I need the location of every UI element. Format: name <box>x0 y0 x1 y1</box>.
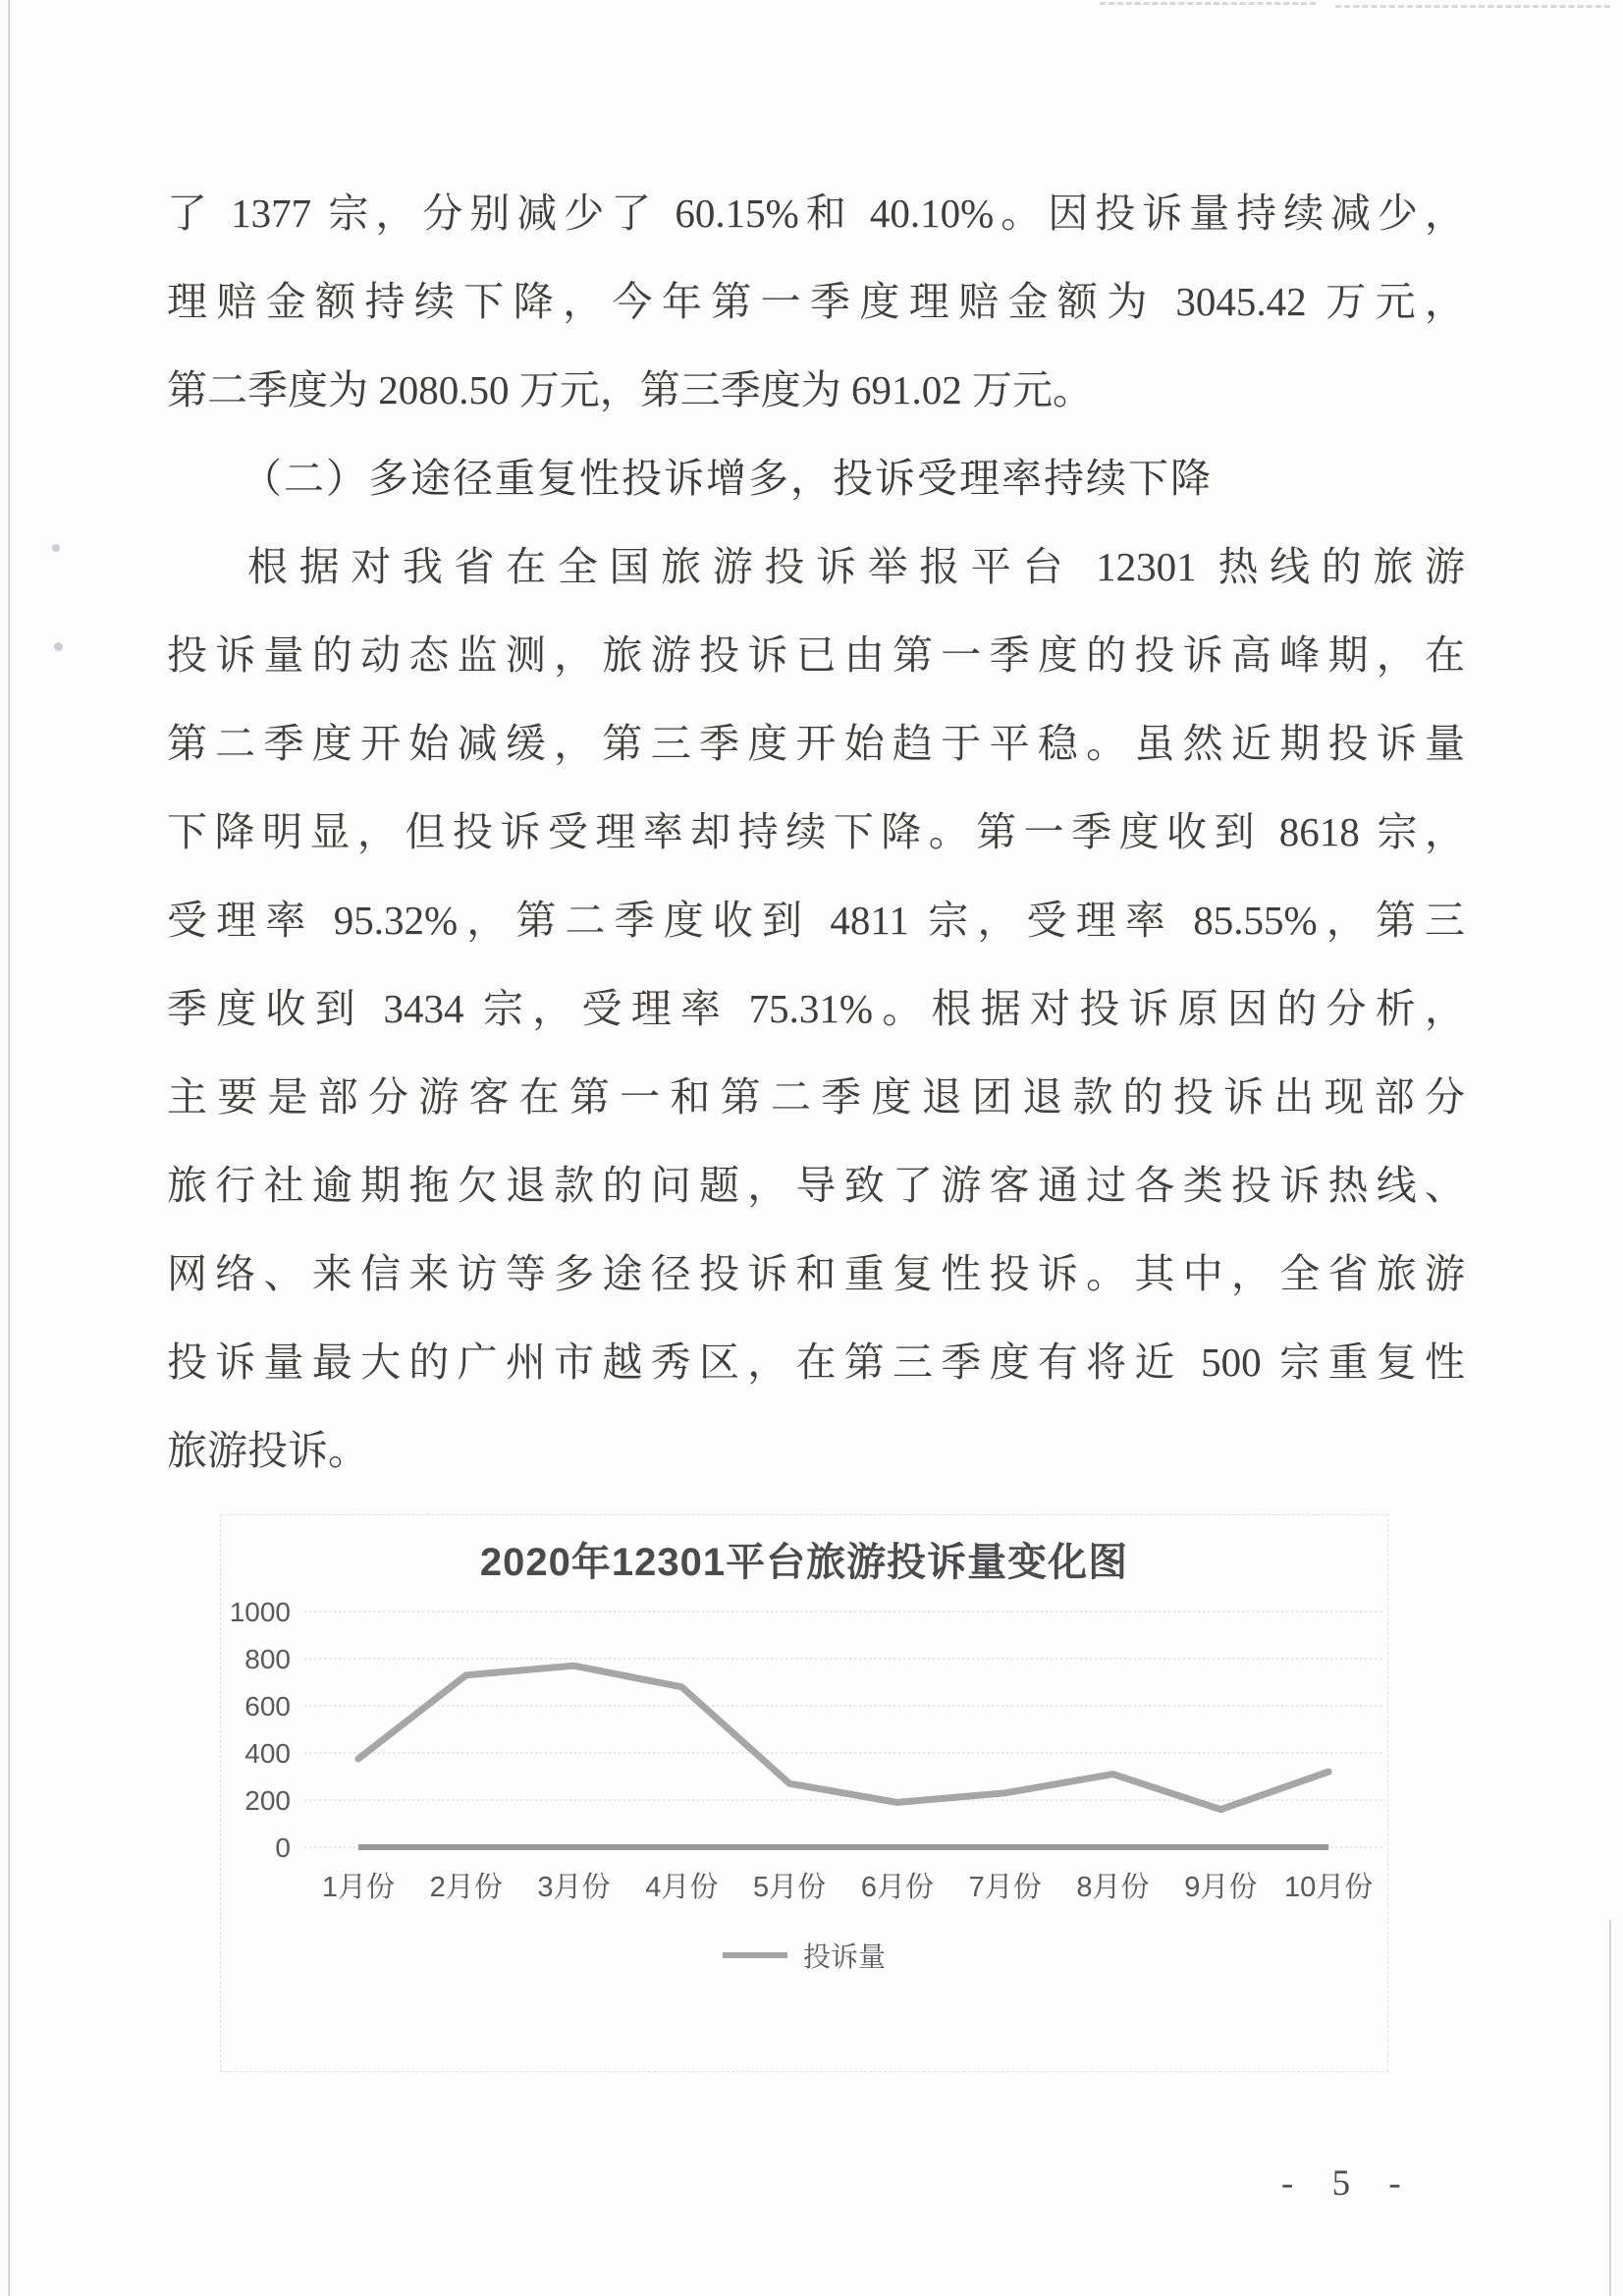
text-line: 主要是部分游客在第一和第二季度退团退款的投诉出现部分 <box>167 1074 1465 1120</box>
text-line: 下降明显，但投诉受理率却持续下降。第一季度收到 8618 宗， <box>167 809 1465 854</box>
text-line: 旅游投诉。 <box>167 1428 368 1473</box>
svg-text:4月份: 4月份 <box>645 1872 719 1903</box>
scan-edge-left-line <box>8 0 10 2296</box>
chart-plot <box>222 1602 1386 1908</box>
text-line: 根据对我省在全国旅游投诉举报平台 12301 热线的旅游 <box>247 544 1465 589</box>
svg-text:7月份: 7月份 <box>968 1872 1042 1903</box>
svg-text:200: 200 <box>244 1785 291 1816</box>
text-line: 了 1377 宗，分别减少了 60.15%和 40.10%。因投诉量持续减少， <box>167 191 1465 236</box>
svg-text:3月份: 3月份 <box>537 1872 611 1903</box>
scan-speck <box>52 544 60 552</box>
svg-text:8月份: 8月份 <box>1076 1872 1150 1903</box>
svg-text:400: 400 <box>244 1738 291 1769</box>
text-line: 旅行社逾期拖欠退款的问题，导致了游客通过各类投诉热线、 <box>167 1163 1465 1208</box>
svg-text:1000: 1000 <box>229 1602 291 1627</box>
scan-top-dash-mark <box>1100 2 1316 5</box>
svg-text:5月份: 5月份 <box>753 1872 827 1903</box>
text-line: 第二季度为 2080.50 万元，第三季度为 691.02 万元。 <box>167 367 1093 412</box>
text-line: 第二季度开始减缓，第三季度开始趋于平稳。虽然近期投诉量 <box>167 721 1465 766</box>
scan-speck <box>54 642 63 651</box>
paragraph-claims <box>167 169 1465 434</box>
svg-text:2月份: 2月份 <box>429 1872 503 1903</box>
svg-text:9月份: 9月份 <box>1184 1872 1258 1903</box>
complaints-line-chart <box>220 1514 1388 2072</box>
text-line: 受理率 95.32%，第二季度收到 4811 宗，受理率 85.55%，第三 <box>167 898 1465 943</box>
section-heading: （二）多途径重复性投诉增多，投诉受理率持续下降 <box>242 456 1213 501</box>
text-line: 季度收到 3434 宗，受理率 75.31%。根据对投诉原因的分析， <box>167 986 1465 1031</box>
svg-text:800: 800 <box>244 1644 291 1674</box>
text-line: 网络、来信来访等多途径投诉和重复性投诉。其中，全省旅游 <box>167 1251 1465 1296</box>
svg-text:6月份: 6月份 <box>860 1872 934 1903</box>
chart-legend <box>221 1936 1387 1975</box>
body-text <box>167 169 1465 1495</box>
svg-text:600: 600 <box>244 1691 291 1722</box>
svg-text:10月份: 10月份 <box>1283 1872 1374 1903</box>
chart-title: 2020年12301平台旅游投诉量变化图 <box>479 1541 1129 1584</box>
legend-series-label: 投诉量 <box>802 1941 886 1972</box>
scan-top-dash-mark <box>1335 5 1610 8</box>
svg-text:1月份: 1月份 <box>321 1872 395 1903</box>
page-number: - 5 - <box>1281 2163 1416 2204</box>
text-line: 理赔金额持续下降，今年第一季度理赔金额为 3045.42 万元， <box>167 279 1465 324</box>
text-line: 投诉量最大的广州市越秀区，在第三季度有将近 500 宗重复性 <box>167 1339 1465 1385</box>
svg-text:0: 0 <box>275 1832 291 1863</box>
paragraph-complaints <box>167 522 1465 1495</box>
scan-edge-right-line <box>1609 1920 1611 2296</box>
legend-line-marker <box>723 1952 787 1958</box>
text-line: 投诉量的动态监测，旅游投诉已由第一季度的投诉高峰期，在 <box>167 632 1465 678</box>
